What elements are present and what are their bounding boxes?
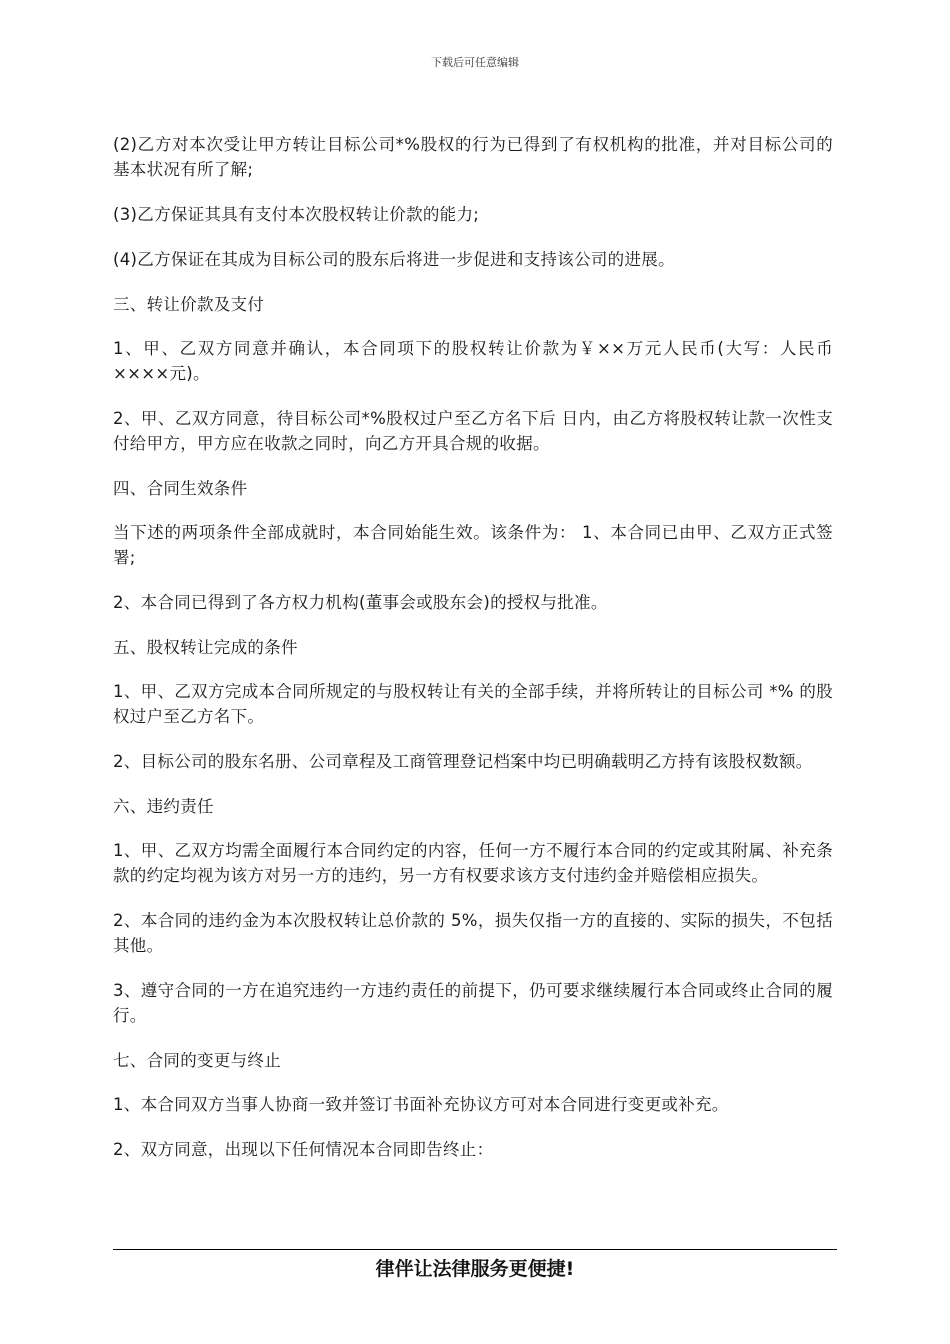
clause-paragraph: 2、本合同已得到了各方权力机构(董事会或股东会)的授权与批准。 bbox=[113, 593, 608, 612]
section-heading: 三、转让价款及支付 bbox=[113, 295, 265, 314]
clause-paragraph: (4)乙方保证在其成为目标公司的股东后将进一步促进和支持该公司的进展。 bbox=[113, 250, 675, 269]
clause-paragraph: 3、遵守合同的一方在追究违约一方违约责任的前提下，仍可要求继续履行本合同或终止合同的履行。 bbox=[113, 981, 833, 1025]
clause-paragraph: 2、双方同意，出现以下任何情况本合同即告终止： bbox=[113, 1140, 494, 1159]
clause-paragraph: (3)乙方保证其具有支付本次股权转让价款的能力; bbox=[113, 205, 480, 224]
footer-divider bbox=[113, 1249, 837, 1250]
page-header: 下载后可任意编辑 bbox=[431, 56, 519, 69]
document-body bbox=[113, 132, 833, 1182]
clause-paragraph: 1、甲、乙双方同意并确认，本合同项下的股权转让价款为￥××万元人民币(大写：人民币××××元)。 bbox=[113, 339, 833, 383]
section-heading: 四、合同生效条件 bbox=[113, 479, 248, 498]
section-heading: 七、合同的变更与终止 bbox=[113, 1051, 281, 1070]
clause-paragraph: 2、甲、乙双方同意，待目标公司*%股权过户至乙方名下后 日内，由乙方将股权转让款一次性支付给甲方，甲方应在收款之同时，向乙方开具合规的收据。 bbox=[113, 409, 833, 453]
clause-paragraph: 当下述的两项条件全部成就时，本合同始能生效。该条件为： 1、本合同已由甲、乙双方正式签署; bbox=[113, 523, 833, 567]
page-footer: 律伴让法律服务更便捷! bbox=[375, 1258, 575, 1280]
clause-paragraph: 2、目标公司的股东名册、公司章程及工商管理登记档案中均已明确载明乙方持有该股权数额。 bbox=[113, 752, 813, 771]
clause-paragraph: 1、甲、乙双方均需全面履行本合同约定的内容，任何一方不履行本合同的约定或其附属、补充条款的约定均视为该方对另一方的违约，另一方有权要求该方支付违约金并赔偿相应损失。 bbox=[113, 841, 833, 885]
section-heading: 五、股权转让完成的条件 bbox=[113, 638, 298, 657]
clause-paragraph: (2)乙方对本次受让甲方转让目标公司*%股权的行为已得到了有权机构的批准，并对目标公司的基本状况有所了解; bbox=[113, 135, 833, 179]
clause-paragraph: 1、甲、乙双方完成本合同所规定的与股权转让有关的全部手续，并将所转让的目标公司 *% 的股权过户至乙方名下。 bbox=[113, 682, 833, 726]
clause-paragraph: 1、本合同双方当事人协商一致并签订书面补充协议方可对本合同进行变更或补充。 bbox=[113, 1095, 729, 1114]
section-heading: 六、违约责任 bbox=[113, 797, 214, 816]
clause-paragraph: 2、本合同的违约金为本次股权转让总价款的 5%，损失仅指一方的直接的、实际的损失，不包括其他。 bbox=[113, 911, 833, 955]
